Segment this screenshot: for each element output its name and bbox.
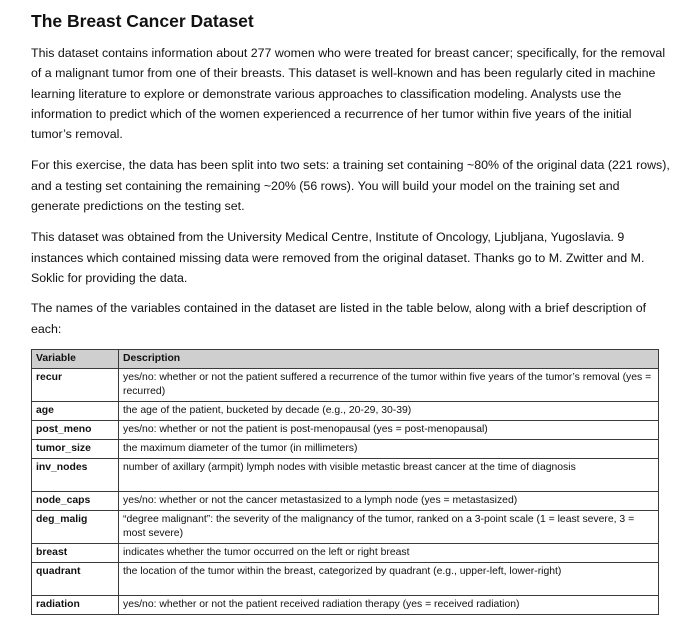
variable-description: indicates whether the tumor occurred on the left or right breast — [119, 543, 659, 562]
variable-name: breast — [32, 543, 119, 562]
variable-description: number of axillary (armpit) lymph nodes with visible metastic breast cancer at the time of diagnosis — [119, 458, 659, 491]
table-row — [32, 510, 659, 543]
variable-description: yes/no: whether or not the patient received radiation therapy (yes = received radiation) — [119, 595, 659, 614]
table-row — [32, 543, 659, 562]
variable-description: the age of the patient, bucketed by decade (e.g., 20-29, 30-39) — [119, 401, 659, 420]
variable-description: the location of the tumor within the breast, categorized by quadrant (e.g., upper-left, lower-right) — [119, 562, 659, 595]
variable-description: yes/no: whether or not the patient suffered a recurrence of the tumor within five years of the tumor’s removal (yes = recurred) — [119, 368, 659, 401]
variable-description: the maximum diameter of the tumor (in millimeters) — [119, 439, 659, 458]
variable-description: yes/no: whether or not the cancer metastasized to a lymph node (yes = metastasized) — [119, 491, 659, 510]
variable-name: recur — [32, 368, 119, 401]
split-paragraph: For this exercise, the data has been split into two sets: a training set containing ~80% of the original data (221 rows), and a testing set containing the remaining ~20% (56 rows). You will build your model on the training set and generate predictions on the testing set. — [31, 158, 670, 214]
variables-intro-paragraph: The names of the variables contained in the dataset are listed in the table below, along with a brief description of each: — [31, 301, 647, 336]
header-variable: Variable — [32, 350, 119, 369]
variable-description: “degree malignant”: the severity of the malignancy of the tumor, ranked on a 3-point scale (1 = least severe, 3 = most severe) — [119, 510, 659, 543]
variable-description: yes/no: whether or not the patient is post-menopausal (yes = post-menopausal) — [119, 420, 659, 439]
source-paragraph: This dataset was obtained from the University Medical Centre, Institute of Oncology, Ljubljana, Yugoslavia. 9 instances which contained missing data were removed from the original dataset. Thanks go to M. Zwitter and M. Soklic for providing the data. — [31, 230, 645, 285]
table-row — [32, 595, 659, 614]
variable-name: age — [32, 401, 119, 420]
table-row — [32, 458, 659, 491]
variable-name: tumor_size — [32, 439, 119, 458]
variable-name: radiation — [32, 595, 119, 614]
variable-name: post_meno — [32, 420, 119, 439]
table-row — [32, 368, 659, 401]
intro-paragraph: This dataset contains information about 277 women who were treated for breast cancer; specifically, for the removal of a malignant tumor from one of their breasts. This dataset is well-known and has been regularly cited in machine learning literature to explore or demonstrate various approaches to classification modeling. Analysts use the information to predict which of the women experienced a recurrence of her tumor within five years of the initial tumor’s removal. — [31, 46, 666, 142]
table-row — [32, 439, 659, 458]
table-row — [32, 420, 659, 439]
variable-name: inv_nodes — [32, 458, 119, 491]
table-row — [32, 401, 659, 420]
variable-name: node_caps — [32, 491, 119, 510]
table-header-row — [32, 350, 659, 369]
page-title: The Breast Cancer Dataset — [31, 11, 254, 31]
table-row — [32, 491, 659, 510]
variables-table — [31, 349, 659, 615]
variable-name: quadrant — [32, 562, 119, 595]
table-row — [32, 562, 659, 595]
document — [31, 10, 671, 339]
variable-name: deg_malig — [32, 510, 119, 543]
header-description: Description — [119, 350, 659, 369]
